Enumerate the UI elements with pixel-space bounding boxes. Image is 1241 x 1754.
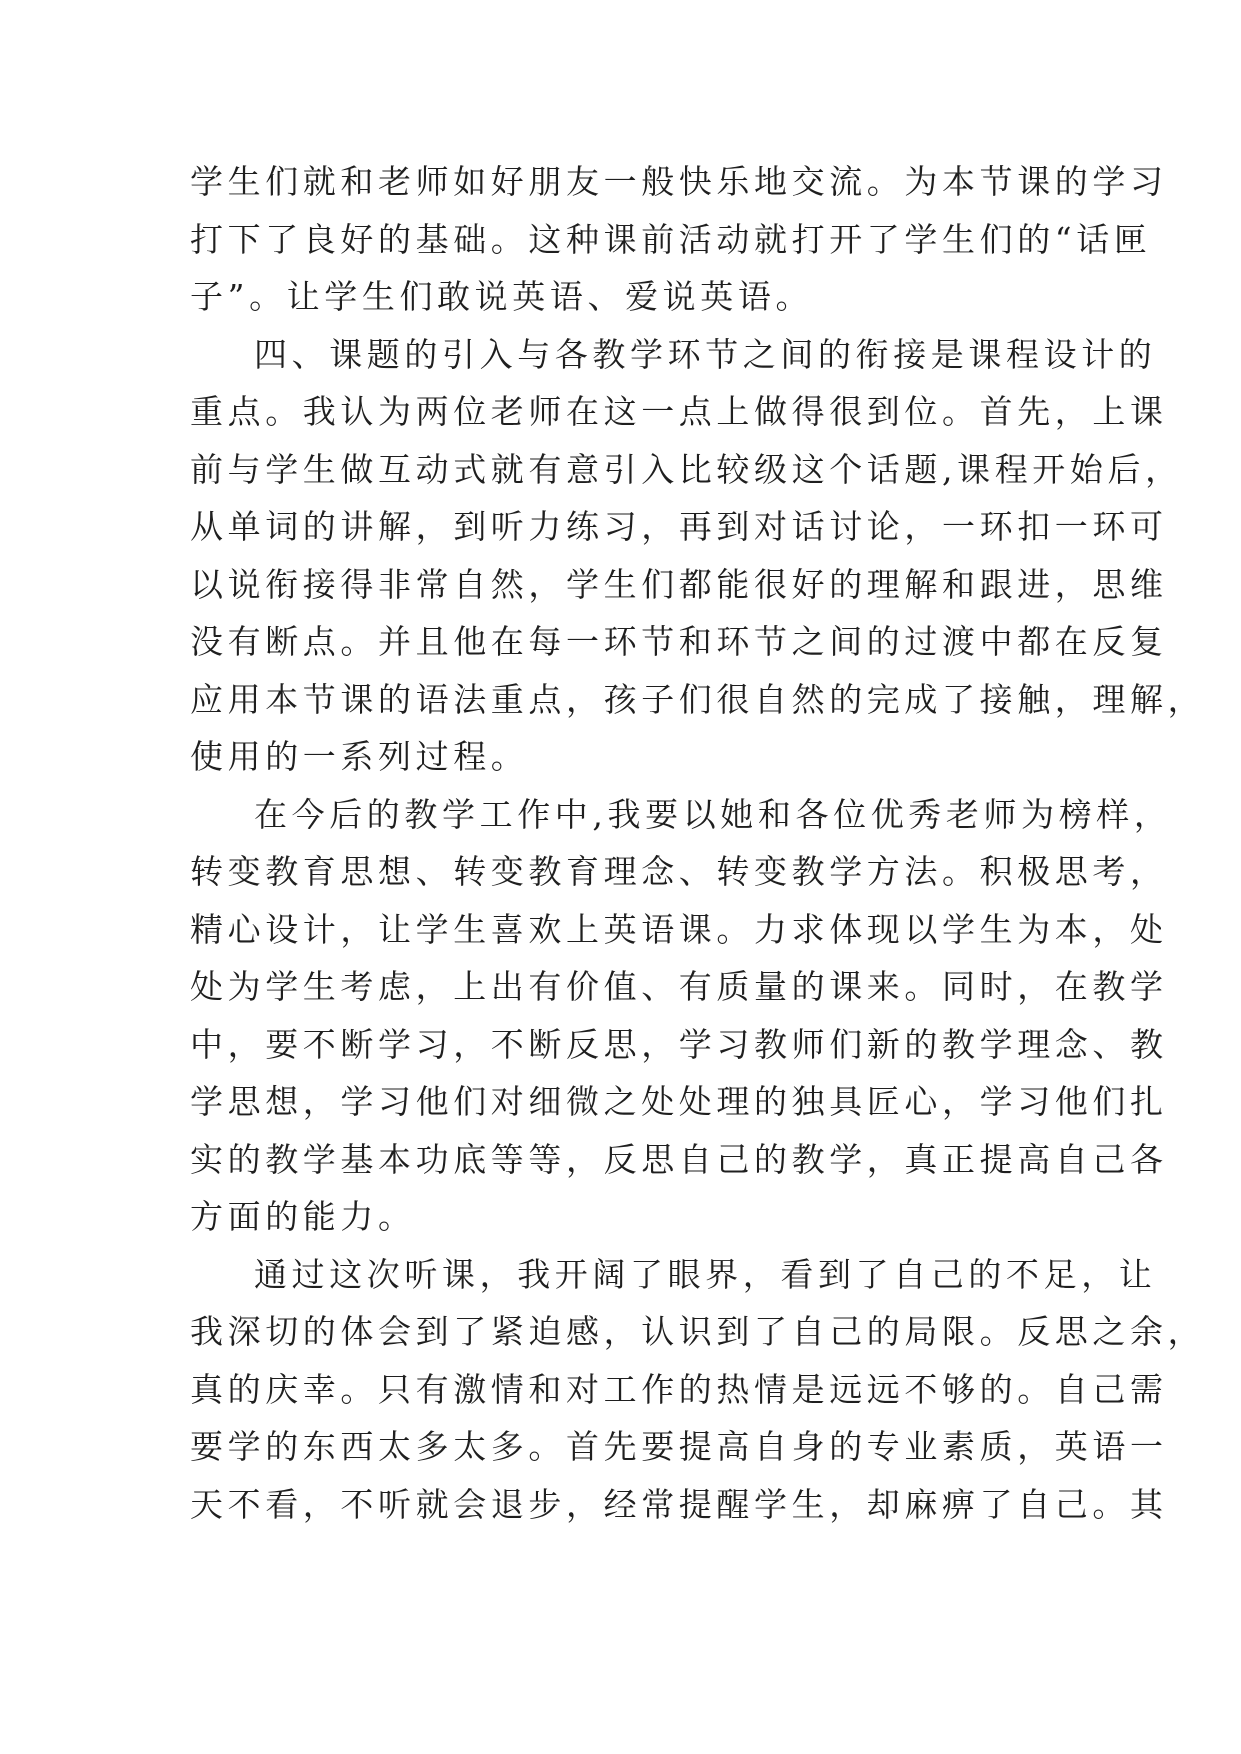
text-line: 我深切的体会到了紧迫感，认识到了自己的局限。反思之余， (190, 1312, 1206, 1351)
text-line: 子”。让学生们敢说英语、爱说英语。 (190, 277, 814, 316)
paragraph-first-line: 通过这次听课，我开阔了眼界，看到了自己的不足，让 (254, 1254, 1157, 1294)
text-line: 前与学生做互动式就有意引入比较级这个话题,课程开始后， (190, 449, 1183, 489)
text-line: 转变教育思想、转变教育理念、转变教学方法。积极思考， (190, 852, 1168, 891)
text-line: 实的教学基本功底等等，反思自己的教学，真正提高自己各 (190, 1139, 1168, 1179)
text-line: 使用的一系列过程。 (190, 737, 529, 776)
paragraph-first-line: 四、课题的引入与各教学环节之间的衔接是课程设计的 (254, 334, 1157, 374)
text-line: 以说衔接得非常自然，学生们都能很好的理解和跟进，思维 (190, 564, 1168, 604)
text-line: 学思想，学习他们对细微之处处理的独具匠心，学习他们扎 (190, 1082, 1168, 1121)
text-line: 要学的东西太多太多。首先要提高自身的专业素质，英语一 (190, 1427, 1168, 1466)
text-line: 从单词的讲解，到听力练习，再到对话讨论，一环扣一环可 (190, 507, 1168, 546)
text-line: 学生们就和老师如好朋友一般快乐地交流。为本节课的学习 (190, 162, 1168, 201)
body-text (190, 153, 1206, 1533)
text-line: 打下了良好的基础。这种课前活动就打开了学生们的“话匣 (190, 219, 1152, 259)
text-line: 天不看，不听就会退步，经常提醒学生，却麻痹了自己。其 (190, 1484, 1168, 1524)
text-line: 真的庆幸。只有激情和对工作的热情是远远不够的。自己需 (190, 1369, 1168, 1409)
text-line: 处为学生考虑，上出有价值、有质量的课来。同时，在教学 (190, 967, 1168, 1006)
text-line: 精心设计，让学生喜欢上英语课。力求体现以学生为本，处 (190, 909, 1168, 949)
text-line: 中，要不断学习，不断反思，学习教师们新的教学理念、教 (190, 1024, 1168, 1064)
paragraph-first-line: 在今后的教学工作中,我要以她和各位优秀老师为榜样， (254, 794, 1172, 834)
text-line: 没有断点。并且他在每一环节和环节之间的过渡中都在反复 (190, 622, 1168, 661)
text-line: 方面的能力。 (190, 1197, 416, 1236)
text-line: 重点。我认为两位老师在这一点上做得很到位。首先，上课 (190, 392, 1168, 431)
text-line: 应用本节课的语法重点，孩子们很自然的完成了接触，理解， (190, 679, 1206, 719)
